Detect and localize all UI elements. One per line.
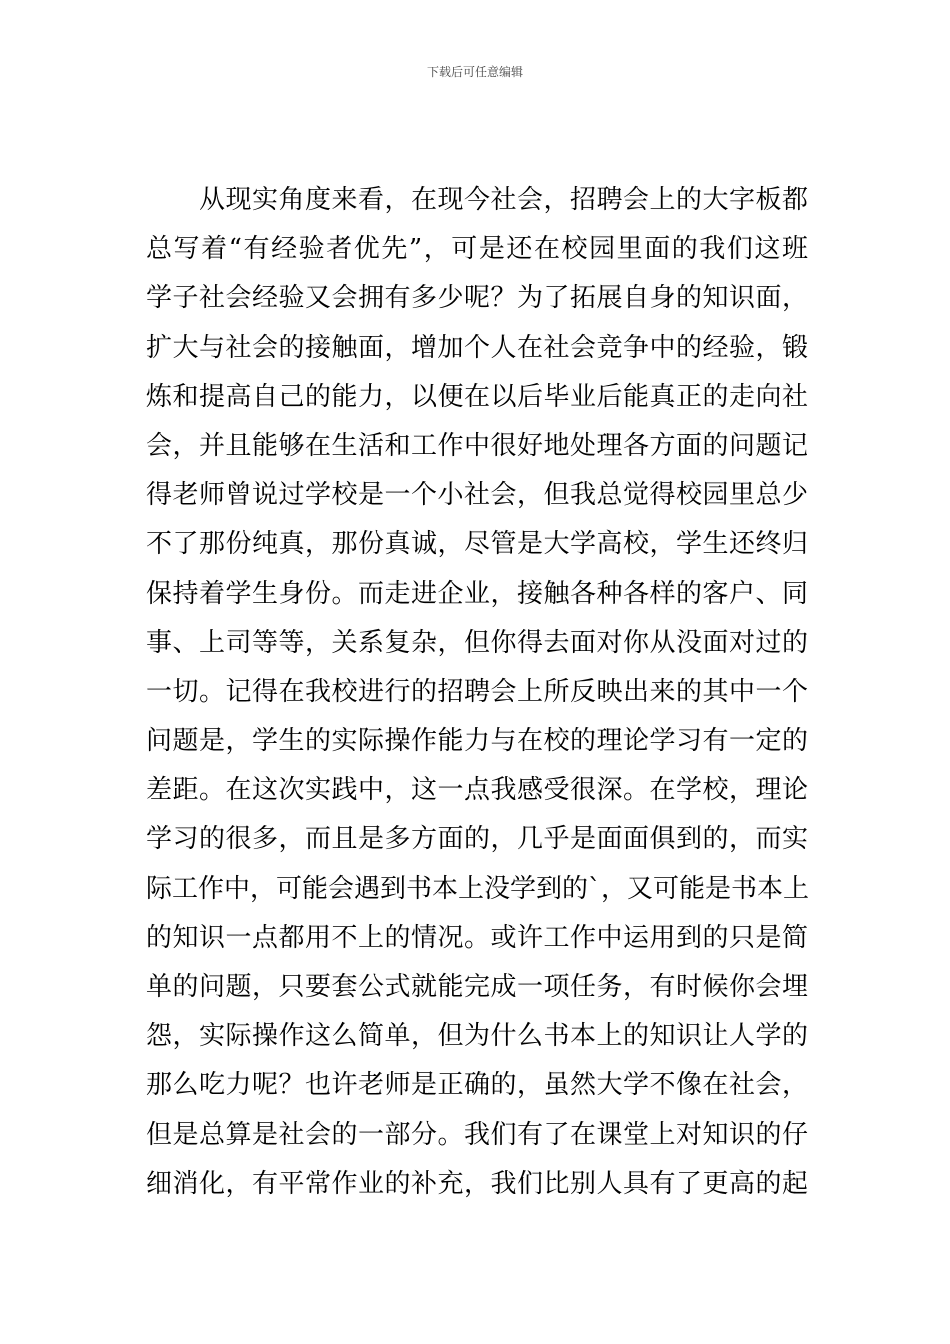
text-line: 保持着学生身份。而走进企业，接触各种各样的客户、同	[146, 578, 808, 609]
text-line: 一切。记得在我校进行的招聘会上所反映出来的其中一个	[146, 676, 808, 707]
text-line: 不了那份纯真，那份真诚，尽管是大学高校，学生还终归	[146, 529, 808, 560]
text-line: 学子社会经验又会拥有多少呢？为了拓展自身的知识面，	[146, 283, 808, 314]
text-line: 的知识一点都用不上的情况。或许工作中运用到的只是简	[146, 922, 808, 953]
text-line: 学习的很多，而且是多方面的，几乎是面面俱到的，而实	[146, 824, 808, 855]
body-paragraph	[146, 176, 808, 1209]
text-line: 得老师曾说过学校是一个小社会，但我总觉得校园里总少	[146, 480, 808, 511]
text-line: 那么吃力呢？也许老师是正确的，虽然大学不像在社会，	[146, 1070, 808, 1101]
text-line: 单的问题，只要套公式就能完成一项任务，有时候你会埋	[146, 972, 808, 1002]
text-line: 际工作中，可能会遇到书本上没学到的`，又可能是书本上	[146, 873, 810, 904]
text-line: 扩大与社会的接触面，增加个人在社会竞争中的经验，锻	[146, 332, 808, 363]
text-line: 但是总算是社会的一部分。我们有了在课堂上对知识的仔	[146, 1119, 808, 1150]
text-line: 差距。在这次实践中，这一点我感受很深。在学校，理论	[146, 775, 808, 806]
text-line: 从现实角度来看，在现今社会，招聘会上的大字板都	[199, 185, 808, 215]
text-line: 总写着“有经验者优先”，可是还在校园里面的我们这班	[146, 234, 808, 265]
text-line: 事、上司等等，关系复杂，但你得去面对你从没面对过的	[146, 627, 808, 658]
text-line: 问题是，学生的实际操作能力与在校的理论学习有一定的	[146, 726, 808, 757]
text-line: 怨，实际操作这么简单，但为什么书本上的知识让人学的	[146, 1021, 808, 1052]
text-line: 细消化，有平常作业的补充，我们比别人具有了更高的起	[146, 1168, 808, 1199]
text-line: 会，并且能够在生活和工作中很好地处理各方面的问题记	[146, 430, 808, 461]
text-line: 炼和提高自己的能力，以便在以后毕业后能真正的走向社	[146, 381, 808, 412]
page-header: 下载后可任意编辑	[426, 65, 523, 79]
